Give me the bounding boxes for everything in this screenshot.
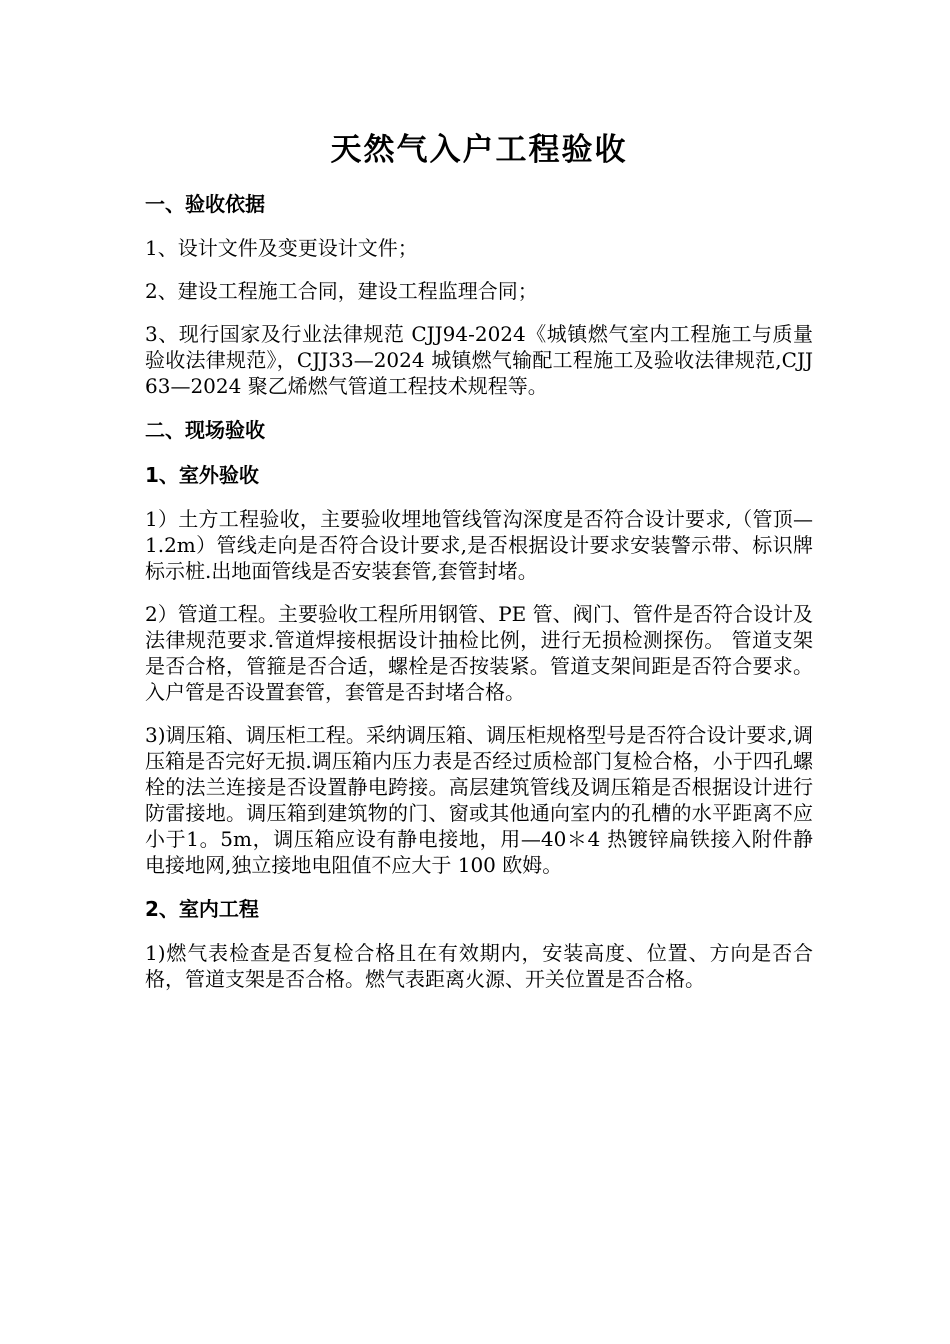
- document-page: [145, 122, 813, 1009]
- document-title: 天然气入户工程验收: [330, 132, 628, 168]
- section-heading-acceptance-basis: 一、验收依据: [145, 192, 265, 216]
- paragraph-regulator-box: 3)调压箱、调压柜工程。采纳调压箱、调压柜规格型号是否符合设计要求,调压箱是否完好无损.调压箱内压力表是否经过质检部门复检合格，小于四孔螺栓的法兰连接是否设置静电跨接。高层建筑管线及调压箱是否根据设计进行防雷接地。调压箱到建筑物的门、窗或其他通向室内的孔槽的水平距离不应小于1。5m，调压箱应设有静电接地，用—40＊4 热镀锌扁铁接入附件静电接地网,独立接地电阻值不应大于 100 欧姆。: [145, 723, 813, 877]
- paragraph-contracts: 2、建设工程施工合同，建设工程监理合同；: [145, 279, 538, 303]
- subsection-heading-indoor: 2、室内工程: [145, 897, 259, 921]
- paragraph-design-files: 1、设计文件及变更设计文件；: [145, 236, 418, 260]
- paragraph-gas-meter: 1)燃气表检查是否复检合格且在有效期内，安装高度、位置、方向是否合格，管道支架是否合格。燃气表距离火源、开关位置是否合格。: [145, 941, 813, 991]
- paragraph-standards: 3、现行国家及行业法律规范 CJJ94-2024《城镇燃气室内工程施工与质量验收法律规范》，CJJ33—2024 城镇燃气输配工程施工及验收法律规范,CJJ 63—2024 聚乙烯燃气管道工程技术规程等。: [145, 322, 813, 398]
- subsection-heading-outdoor: 1、室外验收: [145, 463, 259, 487]
- paragraph-pipeline: 2）管道工程。主要验收工程所用钢管、PE 管、阀门、管件是否符合设计及法律规范要求.管道焊接根据设计抽检比例，进行无损检测探伤。 管道支架是否合格，管箍是否合适，螺栓是否按装紧。管道支架间距是否符合要求。入户管是否设置套管，套管是否封堵合格。: [145, 602, 813, 704]
- paragraph-earthwork: 1）土方工程验收，主要验收埋地管线管沟深度是否符合设计要求,（管顶—1.2m）管线走向是否符合设计要求,是否根据设计要求安装警示带、标识牌标示桩.出地面管线是否安装套管,套管封堵。: [145, 507, 813, 583]
- section-heading-site-acceptance: 二、现场验收: [145, 418, 265, 442]
